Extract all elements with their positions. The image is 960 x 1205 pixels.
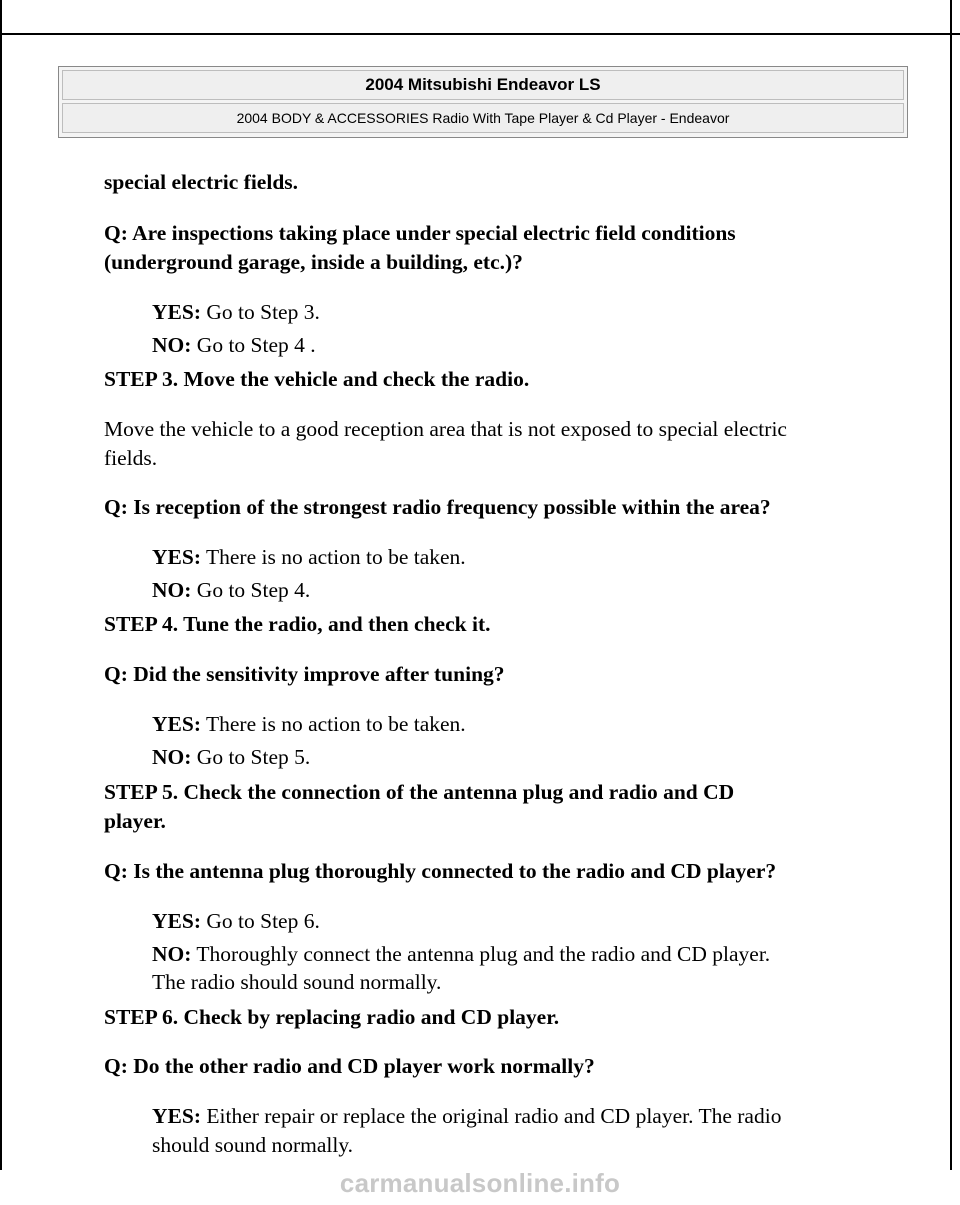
answer-3-yes bbox=[152, 710, 466, 738]
no-label: NO: bbox=[152, 333, 192, 357]
answer-3-no-text: Go to Step 5. bbox=[196, 745, 311, 769]
step-6-heading: STEP 6. Check by replacing radio and CD player. bbox=[104, 1005, 560, 1029]
question-5: Q: Do the other radio and CD player work normally? bbox=[104, 1054, 595, 1078]
yes-label: YES: bbox=[152, 909, 201, 933]
step-4-heading: STEP 4. Tune the radio, and then check it. bbox=[104, 612, 491, 636]
step-5-heading-line-2: player. bbox=[104, 809, 166, 833]
answer-5-yes-text-line-2: should sound normally. bbox=[152, 1133, 354, 1157]
answer-4-no-text-line-1: Thoroughly connect the antenna plug and the radio and CD player. bbox=[196, 942, 771, 966]
answer-2-no bbox=[152, 576, 310, 604]
question-3: Q: Did the sensitivity improve after tuning? bbox=[104, 662, 505, 686]
top-border bbox=[0, 33, 960, 35]
answer-1-no bbox=[152, 331, 316, 359]
answer-2-yes-text: There is no action to be taken. bbox=[205, 545, 466, 569]
no-label: NO: bbox=[152, 578, 192, 602]
answer-4-yes bbox=[152, 907, 320, 935]
header-title: 2004 Mitsubishi Endeavor LS bbox=[62, 70, 904, 100]
answer-4-yes-text: Go to Step 6. bbox=[206, 909, 320, 933]
yes-label: YES: bbox=[152, 545, 201, 569]
header-subtitle: 2004 BODY & ACCESSORIES Radio With Tape Player & Cd Player - Endeavor bbox=[62, 103, 904, 133]
yes-label: YES: bbox=[152, 712, 201, 736]
answer-5-yes-text-line-1: Either repair or replace the original radio and CD player. The radio bbox=[206, 1104, 782, 1128]
question-1-line-1: Q: Are inspections taking place under special electric field conditions bbox=[104, 221, 736, 245]
answer-1-no-text: Go to Step 4 . bbox=[196, 333, 316, 357]
answer-2-yes bbox=[152, 543, 466, 571]
no-label: NO: bbox=[152, 942, 192, 966]
question-1-line-2: (underground garage, inside a building, etc.)? bbox=[104, 250, 523, 274]
step-3-heading: STEP 3. Move the vehicle and check the radio. bbox=[104, 367, 530, 391]
yes-label: YES: bbox=[152, 1104, 201, 1128]
answer-1-yes bbox=[152, 298, 320, 326]
answer-2-no-text: Go to Step 4. bbox=[196, 578, 311, 602]
document-header bbox=[58, 66, 908, 138]
question-4: Q: Is the antenna plug thoroughly connected to the radio and CD player? bbox=[104, 859, 777, 883]
answer-4-no-text-line-2: The radio should sound normally. bbox=[152, 970, 442, 994]
question-2: Q: Is reception of the strongest radio frequency possible within the area? bbox=[104, 495, 771, 519]
step-3-text-line-1: Move the vehicle to a good reception area that is not exposed to special electric bbox=[104, 417, 787, 441]
right-border bbox=[950, 0, 952, 1170]
answer-3-yes-text: There is no action to be taken. bbox=[205, 712, 466, 736]
answer-4-no bbox=[152, 940, 770, 968]
answer-3-no bbox=[152, 743, 310, 771]
yes-label: YES: bbox=[152, 300, 201, 324]
no-label: NO: bbox=[152, 745, 192, 769]
watermark: carmanualsonline.info bbox=[339, 1168, 621, 1198]
answer-1-yes-text: Go to Step 3. bbox=[206, 300, 320, 324]
step-3-text-line-2: fields. bbox=[104, 446, 158, 470]
left-border bbox=[0, 0, 2, 1170]
answer-5-yes bbox=[152, 1102, 781, 1130]
step-5-heading-line-1: STEP 5. Check the connection of the antenna plug and radio and CD bbox=[104, 780, 735, 804]
paragraph-continuation: special electric fields. bbox=[104, 170, 299, 194]
